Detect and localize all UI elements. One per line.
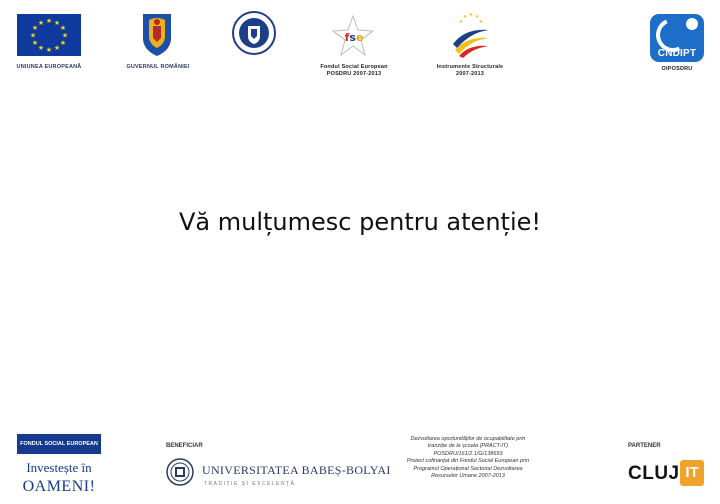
- cndipt-logo: [650, 14, 704, 62]
- eu-caption: UNIUNEA EUROPEANĂ: [16, 64, 82, 70]
- svg-text:★: ★: [53, 19, 61, 27]
- svg-text:★: ★: [478, 19, 484, 25]
- project-line: tranziție de la școala (PRACT-IT): [427, 443, 509, 450]
- project-line: Dezvoltarea oportunităților de ocupabilitate prin: [410, 436, 526, 442]
- cluj-it-logo: [628, 460, 704, 488]
- svg-text:★: ★: [468, 12, 474, 18]
- fse-star-logo-icon: [331, 14, 375, 58]
- eu-stars-icon: [17, 14, 81, 56]
- svg-text:★: ★: [474, 14, 480, 20]
- fse-banner-title: FONDUL SOCIAL EUROPEAN: [17, 434, 101, 454]
- fse-banner-line2: OAMENI!: [22, 478, 96, 495]
- ubb-university-name: UNIVERSITATEA BABEȘ-BOLYAI: [202, 463, 391, 477]
- project-line: Programul Operațional Sectorial Dezvoltarea: [413, 465, 523, 472]
- svg-text:★: ★: [31, 39, 39, 47]
- partener-label: PARTENER: [628, 443, 661, 449]
- project-line: Proiect cofinanțat din Fondul Social European prin: [406, 458, 530, 465]
- svg-text:★: ★: [462, 14, 468, 20]
- fse-investeste-banner: [17, 434, 101, 496]
- cndipt-dot-icon: [686, 18, 698, 30]
- svg-text:★: ★: [45, 17, 53, 25]
- cluj-it-badge: IT: [680, 460, 704, 486]
- eu-flag-logo: [17, 14, 81, 56]
- svg-text:★: ★: [61, 31, 69, 40]
- project-line: Resurselor Umane 2007-2013: [431, 473, 505, 480]
- is-caption-line2: 2007-2013: [455, 71, 485, 77]
- thank-you-message: Vă mulțumesc pentru atenție!: [179, 208, 541, 236]
- structural-instruments-logo-icon: [445, 10, 495, 60]
- svg-text:★: ★: [53, 44, 61, 52]
- svg-text:★: ★: [458, 19, 464, 25]
- svg-text:fse: fse: [344, 31, 364, 44]
- project-line: POSDRU/161/2.1/G/138693: [433, 450, 503, 457]
- cluj-logo-word: CLUJ: [628, 463, 680, 484]
- ubb-seal-icon: [166, 458, 194, 486]
- is-caption-line1: Instrumente Structurale: [436, 64, 504, 70]
- cndipt-caption: OIPOSDRU: [661, 66, 693, 72]
- svg-text:★: ★: [59, 39, 67, 47]
- ubb-motto: TRADIȚIE ȘI EXCELENȚĂ: [204, 481, 296, 487]
- svg-text:★: ★: [45, 46, 53, 54]
- beneficiar-label: BENEFICIAR: [166, 443, 203, 449]
- fse-caption-line1: Fondul Social European: [320, 64, 388, 70]
- svg-text:★: ★: [29, 31, 37, 40]
- cndipt-logo-text: CNDIPT: [657, 48, 697, 59]
- svg-text:★: ★: [37, 19, 45, 27]
- project-description: [398, 436, 538, 480]
- fse-caption-line2: POSDRU 2007-2013: [326, 71, 382, 77]
- ministry-seal-icon: [231, 10, 277, 56]
- svg-text:★: ★: [31, 24, 39, 32]
- romania-coat-of-arms-icon: [137, 10, 177, 58]
- fse-banner-line1: Investește în: [26, 460, 92, 475]
- gov-caption: GUVERNUL ROMÂNIEI: [126, 64, 190, 70]
- svg-text:★: ★: [59, 24, 67, 32]
- svg-text:★: ★: [37, 44, 45, 52]
